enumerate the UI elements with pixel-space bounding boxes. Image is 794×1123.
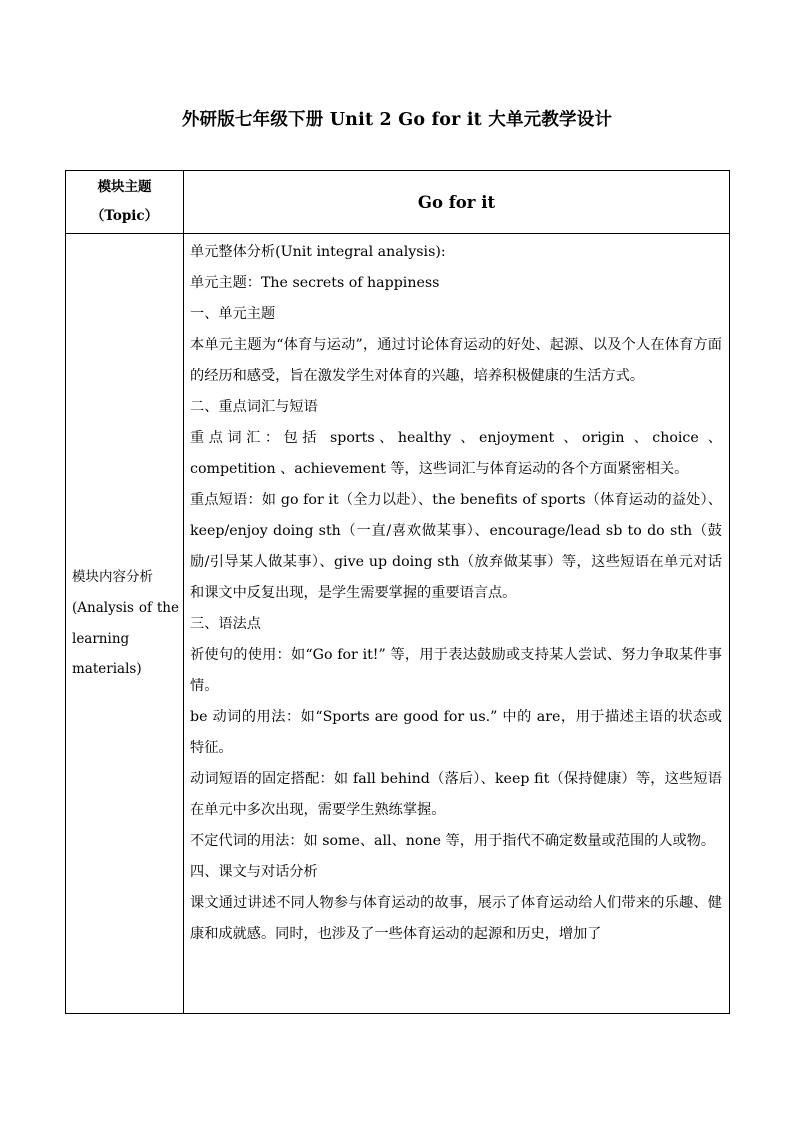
- section-heading: 四、课文与对话分析: [190, 864, 318, 880]
- topic-label-cn: 模块主题: [97, 179, 152, 195]
- topic-value-cell: [184, 171, 730, 234]
- analysis-content-cell: [184, 234, 730, 1014]
- paragraph: 本单元主题为“体育与运动”，通过讨论体育运动的好处、起源、以及个人在体育方面的经历和感受，旨在激发学生对体育的兴趣，培养积极健康的生活方式。: [190, 337, 722, 384]
- section-heading: 一、单元主题: [190, 306, 276, 322]
- analysis-label-en: (Analysis of the learning materials): [72, 599, 179, 678]
- topic-row: [66, 171, 730, 234]
- paragraph: 重点词汇：包括 sports、healthy 、enjoyment 、origin 、choice 、competition 、achievement 等，这些词汇与体育运动的各个方面紧密相关。: [190, 430, 722, 477]
- section-heading: 二、重点词汇与短语: [190, 399, 318, 415]
- analysis-label-cn: 模块内容分析: [72, 568, 153, 585]
- paragraph: 单元主题：The secrets of happiness: [190, 275, 440, 291]
- paragraph: 重点短语：如 go for it（全力以赴）、the benefits of sports（体育运动的益处）、keep/enjoy doing sth（一直/喜欢做某事）、encourage/lead sb to do sth（鼓励/引导某人做某事）、give up doing sth（放弃做某事）等，这些短语在单元对话和课文中反复出现，是学生需要掌握的重要语言点。: [190, 492, 722, 601]
- document-title: 外研版七年级下册 Unit 2 Go for it 大单元教学设计: [181, 110, 613, 130]
- section-heading: 三、语法点: [190, 616, 261, 632]
- analysis-label-cell: [66, 234, 184, 1014]
- paragraph: 课文通过讲述不同人物参与体育运动的故事，展示了体育运动给人们带来的乐趣、健康和成就感。同时，也涉及了一些体育运动的起源和历史，增加了: [190, 895, 722, 942]
- paragraph: 不定代词的用法：如 some、all、none 等，用于指代不确定数量或范围的人或物。: [190, 833, 716, 849]
- paragraph: 动词短语的固定搭配：如 fall behind（落后）、keep fit（保持健康）等，这些短语在单元中多次出现，需要学生熟练掌握。: [190, 771, 722, 818]
- paragraph: be 动词的用法：如“Sports are good for us.” 中的 are，用于描述主语的状态或特征。: [190, 709, 722, 756]
- topic-label-cell: [66, 171, 184, 234]
- analysis-row: [66, 234, 730, 1014]
- topic-value: Go for it: [417, 192, 496, 212]
- paragraph: 祈使句的使用：如“Go for it!” 等，用于表达鼓励或支持某人尝试、努力争取某件事情。: [190, 647, 722, 694]
- topic-label-en: （Topic）: [90, 208, 159, 224]
- lesson-design-table: [65, 170, 730, 1014]
- analysis-content: [184, 234, 729, 1013]
- paragraph: 单元整体分析(Unit integral analysis):: [190, 244, 446, 260]
